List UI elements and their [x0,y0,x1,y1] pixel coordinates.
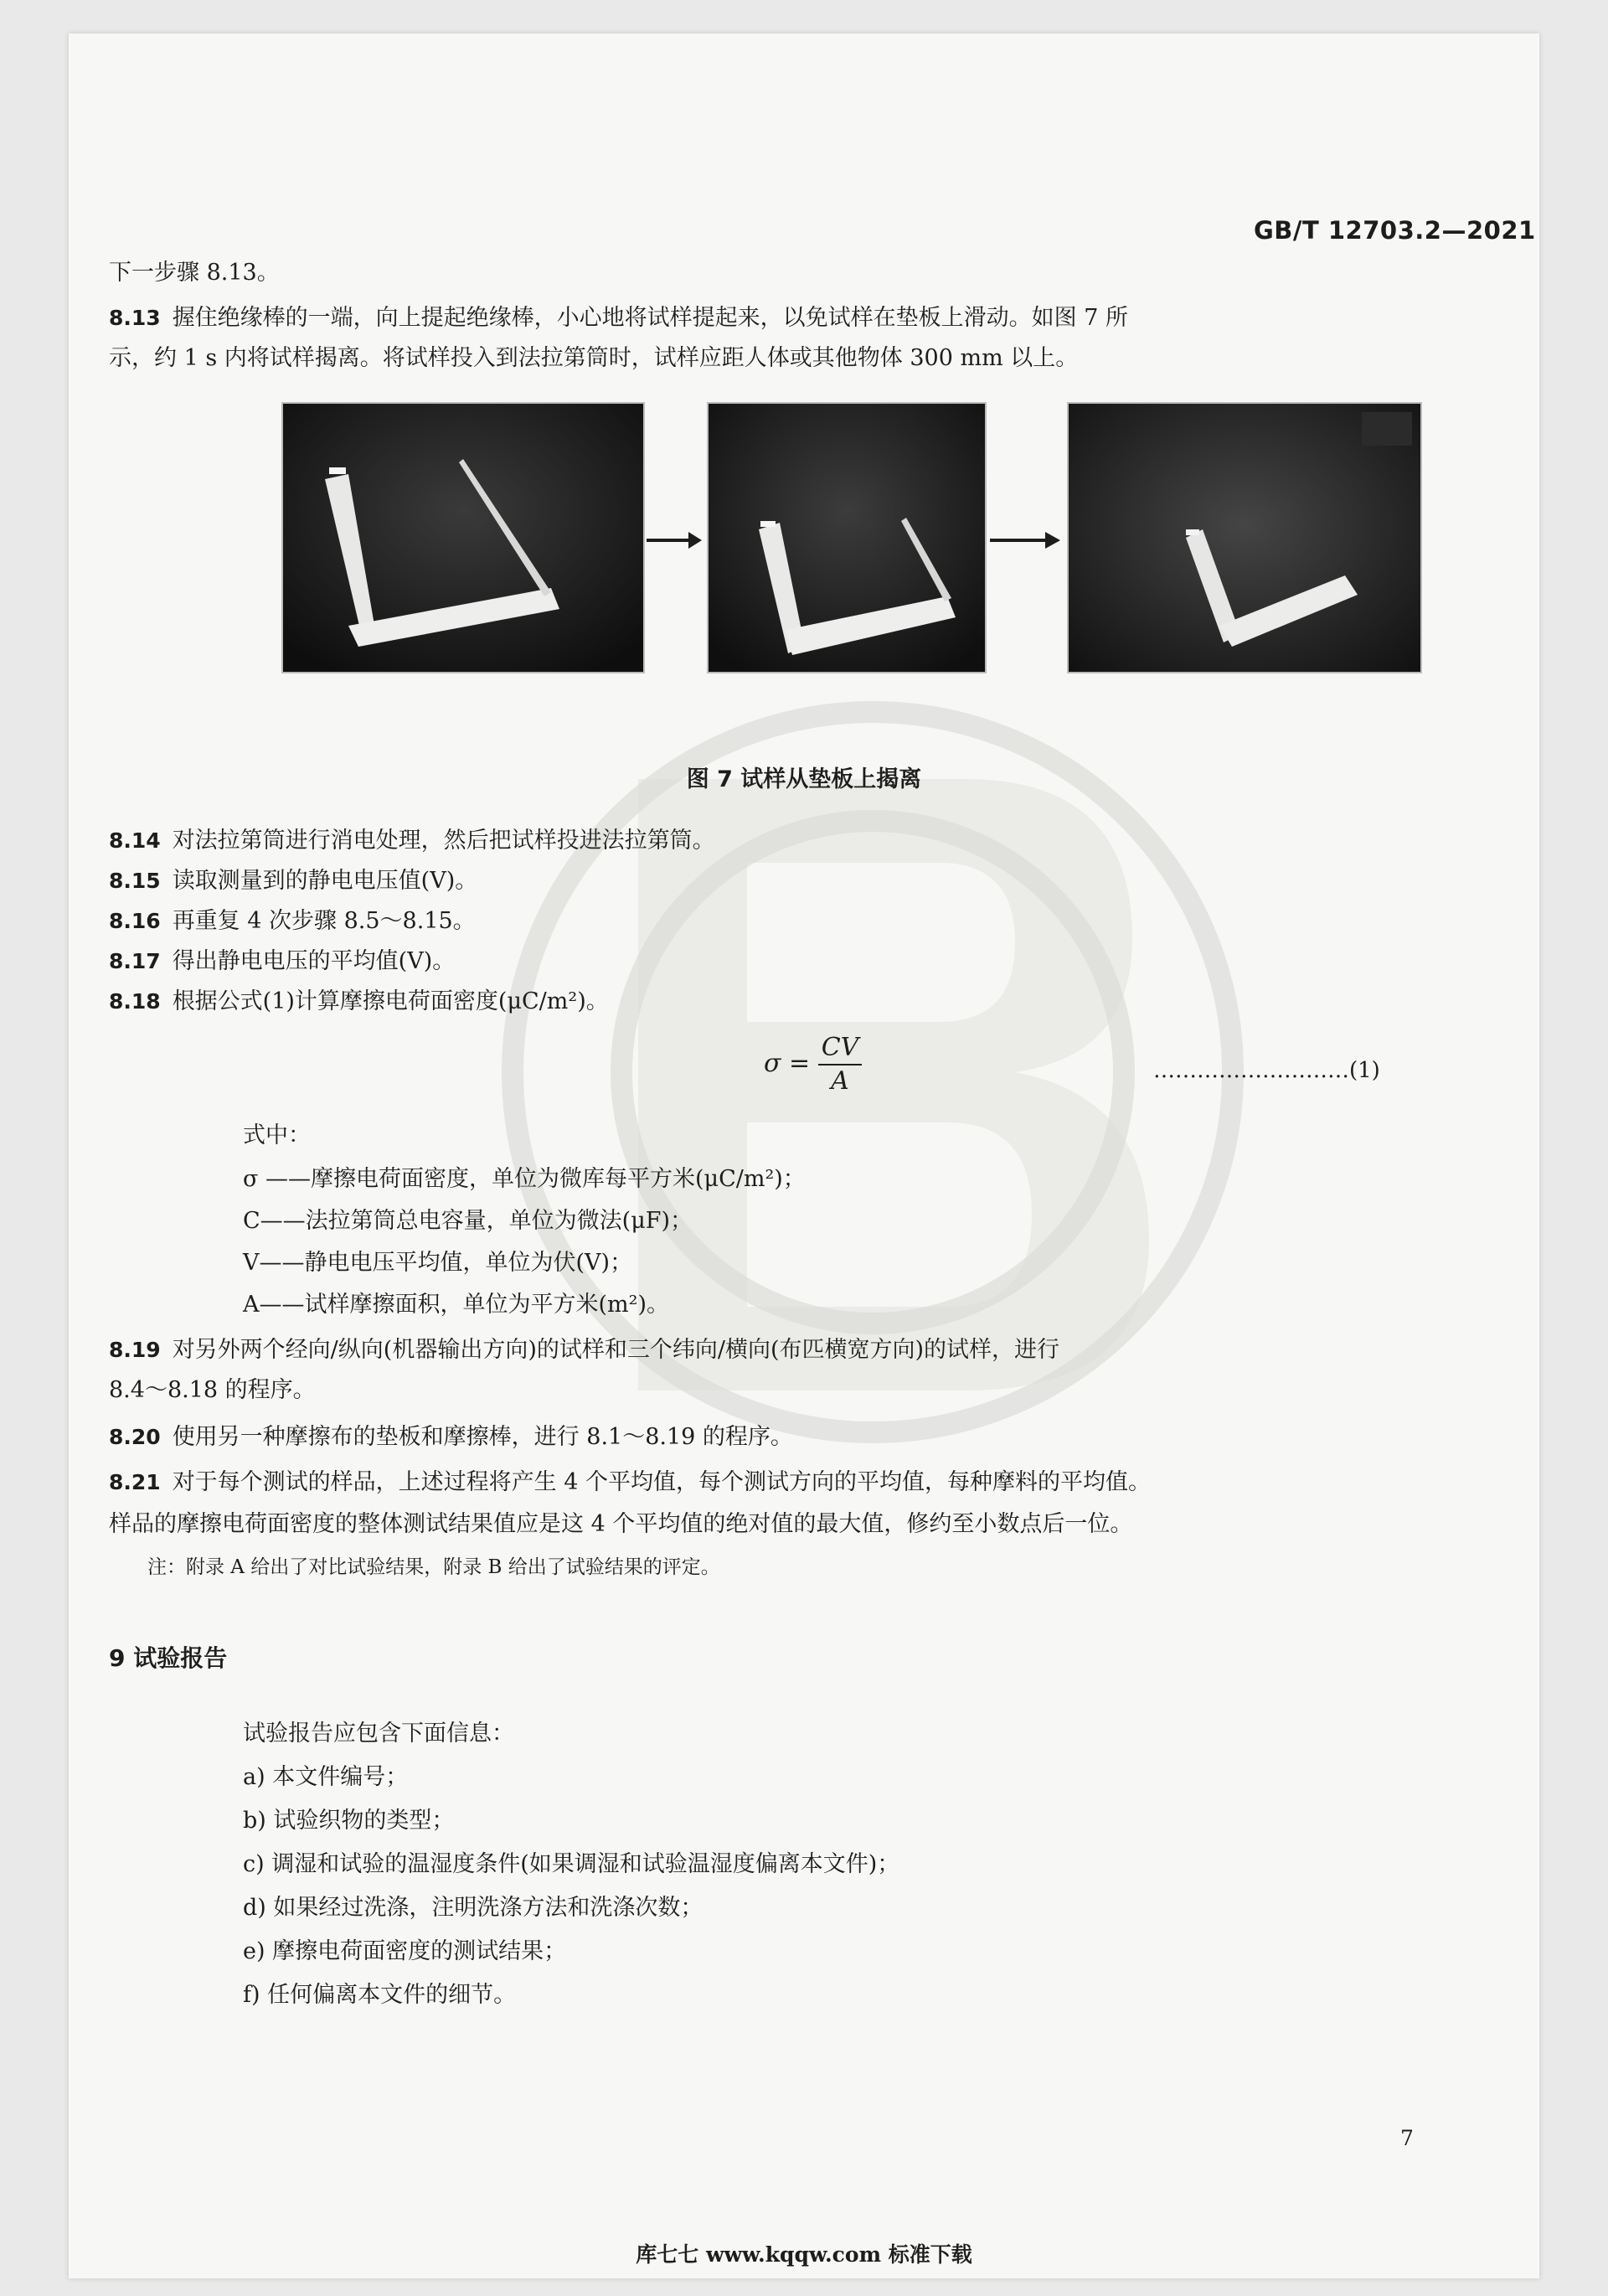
where-item: A——试样摩擦面积，单位为平方米(m²)。 [243,1292,669,1318]
paragraph-8-13-line2: 示，约 1 s 内将试样揭离。将试样投入到法拉第筒时，试样应距人体或其他物体 300 mm 以上。 [109,345,1079,371]
step-number: 8.21 [109,1470,161,1494]
step-8-19-line1 [109,1334,1059,1367]
step-8-19-line2: 8.4～8.18 的程序。 [109,1377,316,1403]
report-item: c) 调湿和试验的温湿度条件(如果调湿和试验温湿度偏离本文件)； [243,1851,900,1877]
step-text: 使用另一种摩擦布的垫板和摩擦棒，进行 8.1～8.19 的程序。 [172,1424,793,1450]
step-text: 握住绝缘棒的一端，向上提起绝缘棒，小心地将试样提起来，以免试样在垫板上滑动。如图 7 所 [172,305,1129,331]
step-8-21-line2: 样品的摩擦电荷面密度的整体测试结果值应是这 4 个平均值的绝对值的最大值，修约至小数点后一位。 [109,1511,1133,1537]
where-item: C——法拉第筒总电容量，单位为微法(μF)； [243,1208,693,1234]
formula-lhs: σ = [764,1049,811,1078]
step-text: 再重复 4 次步骤 8.5～8.15。 [172,908,476,934]
figure-photo-3 [1067,402,1422,673]
report-item: e) 摩擦电荷面密度的测试结果； [243,1938,567,1964]
figure-photo-1 [281,402,645,673]
arrow-right-icon [988,528,1064,553]
step-8-16 [109,905,476,938]
step-8-20 [109,1421,793,1454]
step-number: 8.13 [109,306,161,330]
step-8-15 [109,864,477,898]
paragraph-8-13-line1 [109,302,1128,335]
step-8-17 [109,945,455,978]
watermark-seal [496,586,1250,1558]
figure-caption: 图 7 试样从垫板上揭离 [686,766,922,792]
step-8-18 [109,985,609,1019]
page-number: 7 [1400,2126,1414,2150]
step-number: 8.14 [109,828,161,853]
figure-photo-2 [707,402,987,673]
step-text: 对另外两个经向/纵向(机器输出方向)的试样和三个纬向/横向(布匹横宽方向)的试样，进行 [172,1337,1060,1363]
equation-number: ………………………(1) [1153,1058,1380,1083]
report-item: f) 任何偏离本文件的细节。 [243,1982,517,2008]
step-number: 8.16 [109,909,161,933]
where-title: 式中： [243,1122,311,1148]
formula-denominator: A [831,1066,849,1096]
specimen-image-1 [283,404,643,672]
step-number: 8.17 [109,949,161,973]
footer-source: 库七七 www.kqqw.com 标准下载 [636,2242,972,2267]
step-text: 对于每个测试的样品，上述过程将产生 4 个平均值，每个测试方向的平均值，每种摩料的平均值。 [172,1469,1152,1495]
step-text: 读取测量到的静电电压值(V)。 [172,868,478,894]
step-text: 得出静电电压的平均值(V)。 [172,948,456,974]
standard-code: GB/T 12703.2—2021 [1254,216,1536,245]
note: 注：附录 A 给出了对比试验结果，附录 B 给出了试验结果的评定。 [147,1556,720,1578]
formula-numerator: CV [818,1032,863,1065]
report-item: a) 本文件编号； [243,1764,409,1790]
step-number: 8.18 [109,989,161,1014]
step-8-21-line1 [109,1466,1151,1499]
formula-1 [764,1032,862,1097]
where-item: σ ——摩擦电荷面密度，单位为微库每平方米(μC/m²)； [243,1166,806,1192]
report-intro: 试验报告应包含下面信息： [243,1721,514,1747]
specimen-image-3 [1069,404,1420,672]
step-number: 8.19 [109,1338,161,1362]
step-8-14 [109,824,715,858]
step-text: 对法拉第筒进行消电处理，然后把试样投进法拉第筒。 [172,828,715,854]
arrow-right-icon [645,528,704,553]
report-item: b) 试验织物的类型； [243,1808,455,1834]
document-page [69,34,1539,2278]
specimen-image-2 [709,404,985,672]
where-item: V——静电电压平均值，单位为伏(V)； [243,1250,633,1276]
step-text: 根据公式(1)计算摩擦电荷面密度(μC/m²)。 [172,988,609,1014]
paragraph-prev-step: 下一步骤 8.13。 [109,260,280,286]
report-item: d) 如果经过洗涤，注明洗涤方法和洗涤次数； [243,1895,704,1921]
step-number: 8.15 [109,869,161,893]
formula-fraction [818,1032,863,1097]
section-9-heading: 9 试验报告 [109,1644,228,1672]
step-number: 8.20 [109,1425,161,1449]
